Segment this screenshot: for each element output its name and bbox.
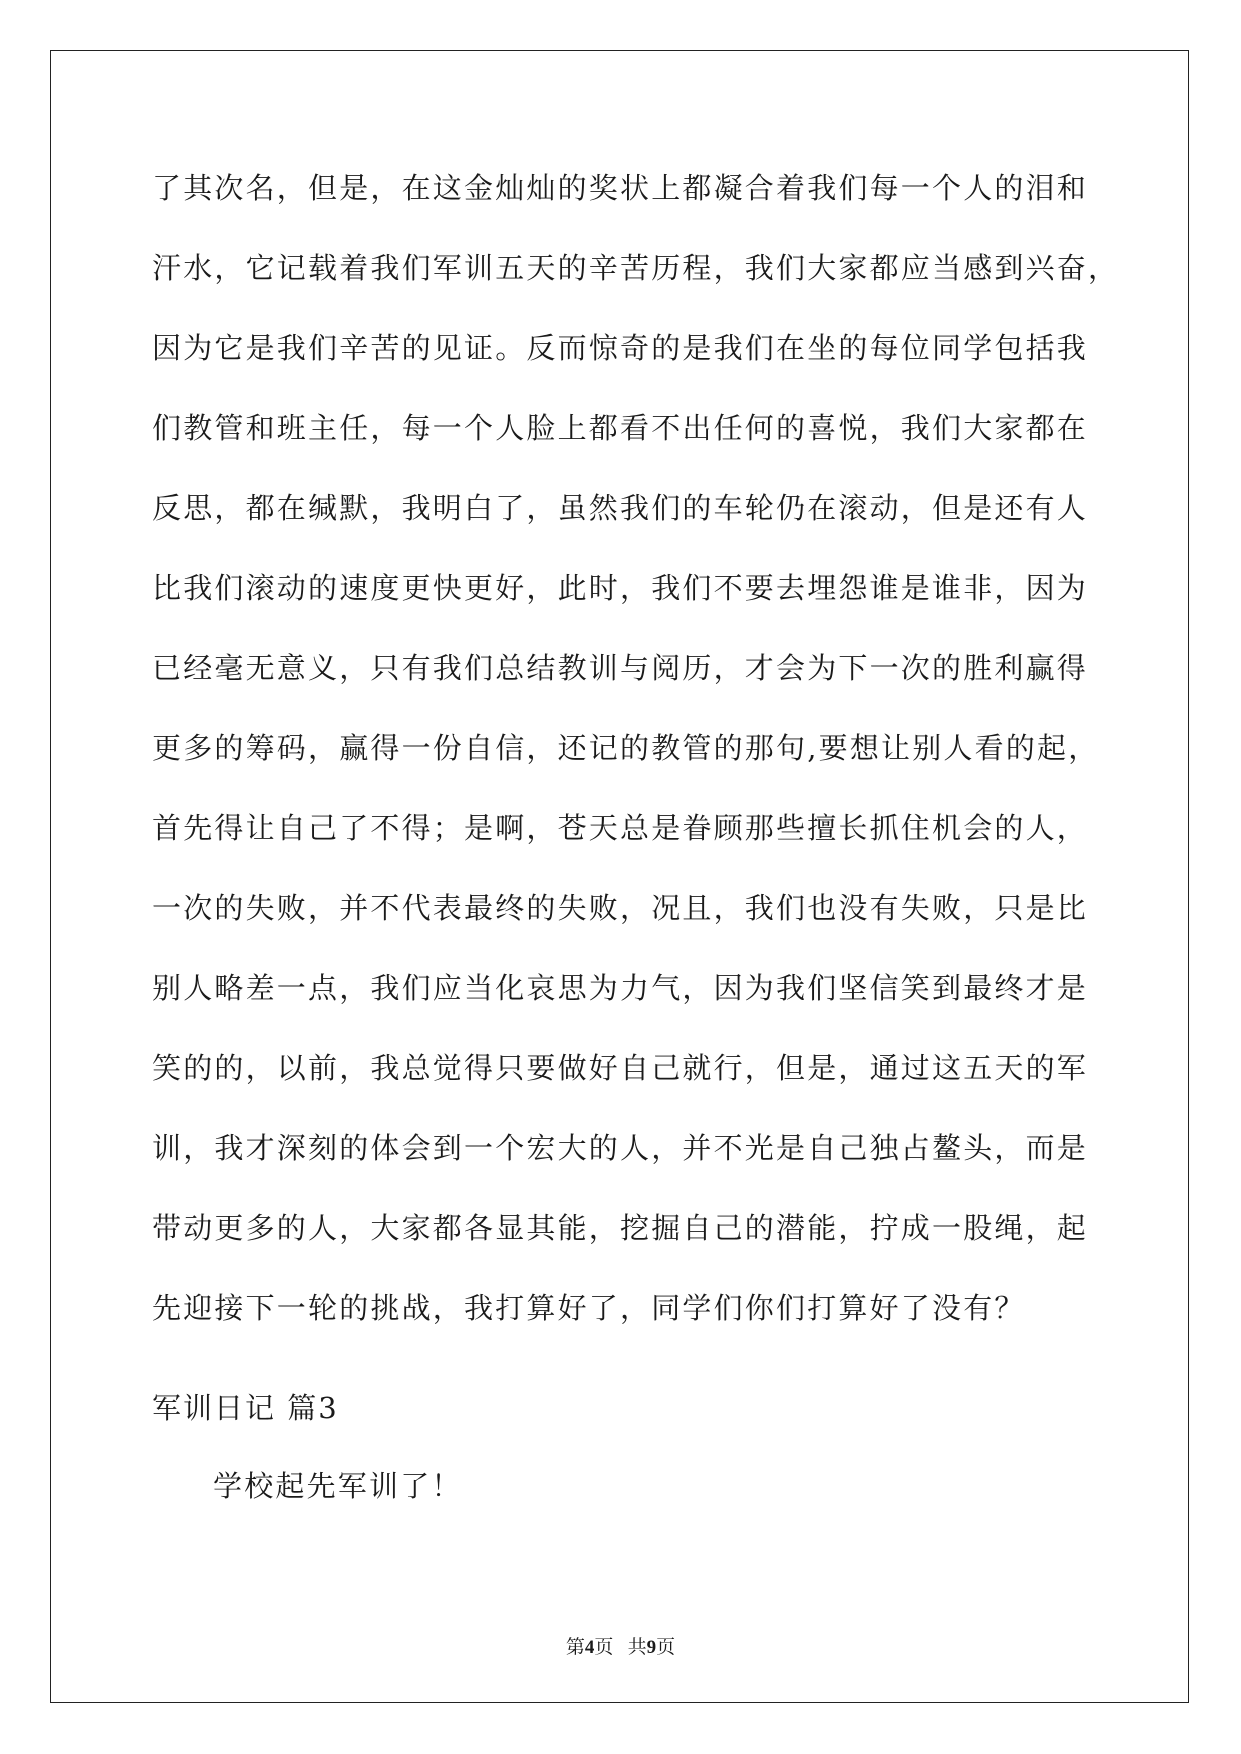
text-line: 已经毫无意义，只有我们总结教训与阅历，才会为下一次的胜利赢得 — [152, 651, 1089, 685]
text-line: 训，我才深刻的体会到一个宏大的人，并不光是自己独占鳌头，而是 — [152, 1131, 1089, 1165]
text-line: 别人略差一点，我们应当化哀思为力气，因为我们坚信笑到最终才是 — [152, 971, 1089, 1005]
total-prefix: 共 — [627, 1637, 647, 1658]
page-prefix: 第 — [565, 1637, 585, 1658]
text-line: 比我们滚动的速度更快更好，此时，我们不要去埋怨谁是谁非，因为 — [152, 571, 1089, 605]
section-first-paragraph: 学校起先军训了！ — [213, 1469, 463, 1503]
section-heading: 军训日记 篇3 — [152, 1391, 339, 1425]
page-number: 4 — [584, 1637, 595, 1658]
text-line: 们教管和班主任，每一个人脸上都看不出任何的喜悦，我们大家都在 — [152, 411, 1089, 445]
page-footer — [0, 1635, 1241, 1661]
body-text — [152, 158, 1120, 1358]
text-line: 先迎接下一轮的挑战，我打算好了，同学们你们打算好了没有？ — [152, 1291, 1026, 1325]
text-line: 更多的筹码，赢得一份自信，还记的教管的那句,要想让别人看的起， — [152, 731, 1100, 765]
text-line: 笑的的，以前，我总觉得只要做好自己就行，但是，通过这五天的军 — [152, 1051, 1089, 1085]
page-suffix: 页 — [594, 1637, 614, 1658]
text-line: 一次的失败，并不代表最终的失败，况且，我们也没有失败，只是比 — [152, 891, 1089, 925]
total-pages: 9 — [646, 1637, 657, 1658]
total-suffix: 页 — [656, 1637, 676, 1658]
text-line: 带动更多的人，大家都各显其能，挖掘自己的潜能，拧成一股绳，起 — [152, 1211, 1089, 1245]
text-line: 反思，都在缄默，我明白了，虽然我们的车轮仍在滚动，但是还有人 — [152, 491, 1089, 525]
text-line: 了其次名，但是，在这金灿灿的奖状上都凝合着我们每一个人的泪和 — [152, 171, 1089, 205]
text-line: 首先得让自己了不得；是啊，苍天总是眷顾那些擅长抓住机会的人， — [152, 811, 1089, 845]
text-line: 因为它是我们辛苦的见证。反而惊奇的是我们在坐的每位同学包括我 — [152, 331, 1089, 365]
text-line: 汗水，它记载着我们军训五天的辛苦历程，我们大家都应当感到兴奋， — [152, 251, 1120, 285]
